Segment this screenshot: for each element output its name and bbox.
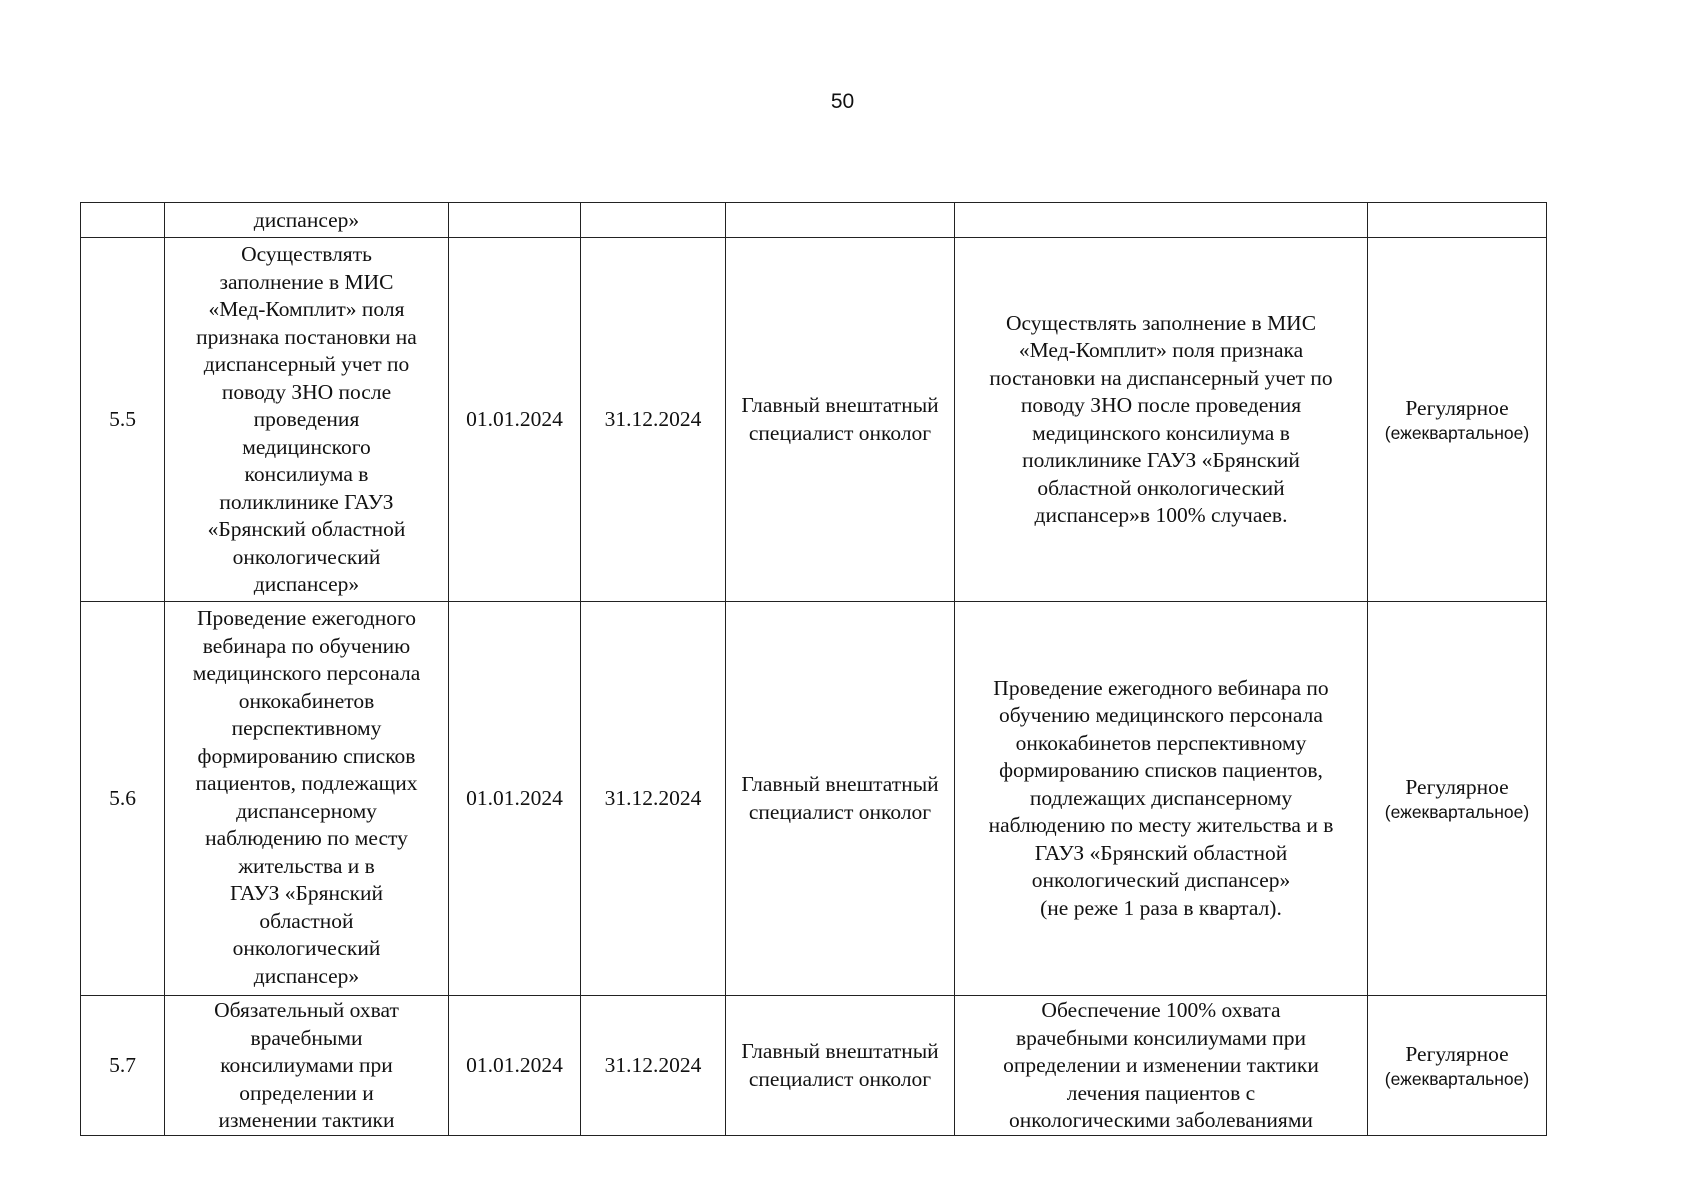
frequency-label: Регулярное [1405,1042,1509,1066]
cell-description: Проведение ежегодного вебинара по обучению медицинского персонала онкокабинетов перспективному формированию списков пациентов, подлежащих диспансерному наблюдению по месту жительства и в ГАУЗ «Брянский областной онкологический диспансер» [165,602,449,996]
cell-result [955,203,1368,238]
cell-end-date [581,203,726,238]
cell-frequency [1368,238,1547,602]
activity-plan-table [80,202,1547,1136]
cell-end-date: 31.12.2024 [581,238,726,602]
cell-frequency [1368,602,1547,996]
cell-result: Проведение ежегодного вебинара по обучению медицинского персонала онкокабинетов перспективному формированию списков пациентов, подлежащих диспансерному наблюдению по месту жительства и в ГАУЗ «Брянский областной онкологический диспансер» (не реже 1 раза в квартал). [955,602,1368,996]
table-row [81,238,1547,602]
frequency-label: Регулярное [1405,775,1509,799]
table-row [81,996,1547,1136]
frequency-label: Регулярное [1405,396,1509,420]
cell-description: Осуществлять заполнение в МИС «Мед-Комплит» поля признака постановки на диспансерный учет по поводу ЗНО после проведения медицинского консилиума в поликлинике ГАУЗ «Брянский областной онкологический диспансер» [165,238,449,602]
frequency-note: (ежеквартальное) [1384,423,1530,443]
cell-responsible [726,203,955,238]
cell-start-date: 01.01.2024 [449,602,581,996]
cell-num: 5.7 [81,996,165,1136]
cell-description: Обязательный охват врачебными консилиумами при определении и изменении тактики [165,996,449,1136]
cell-end-date: 31.12.2024 [581,996,726,1136]
cell-result: Осуществлять заполнение в МИС «Мед-Комплит» поля признака постановки на диспансерный учет по поводу ЗНО после проведения медицинского консилиума в поликлинике ГАУЗ «Брянский областной онкологический диспансер»в 100% случаев. [955,238,1368,602]
cell-responsible: Главный внештатный специалист онколог [726,996,955,1136]
cell-start-date [449,203,581,238]
cell-start-date: 01.01.2024 [449,238,581,602]
frequency-note: (ежеквартальное) [1384,802,1530,822]
cell-result: Обеспечение 100% охвата врачебными консилиумами при определении и изменении тактики лечения пациентов с онкологическими заболеваниями [955,996,1368,1136]
cell-num: 5.6 [81,602,165,996]
cell-end-date: 31.12.2024 [581,602,726,996]
frequency-note: (ежеквартальное) [1384,1069,1530,1089]
cell-frequency [1368,203,1547,238]
cell-responsible: Главный внештатный специалист онколог [726,602,955,996]
table-row-continuation [81,203,1547,238]
cell-responsible: Главный внештатный специалист онколог [726,238,955,602]
cell-start-date: 01.01.2024 [449,996,581,1136]
cell-num [81,203,165,238]
page-number: 50 [830,90,855,113]
table-row [81,602,1547,996]
cell-frequency [1368,996,1547,1136]
cell-description: диспансер» [165,203,449,238]
cell-num: 5.5 [81,238,165,602]
